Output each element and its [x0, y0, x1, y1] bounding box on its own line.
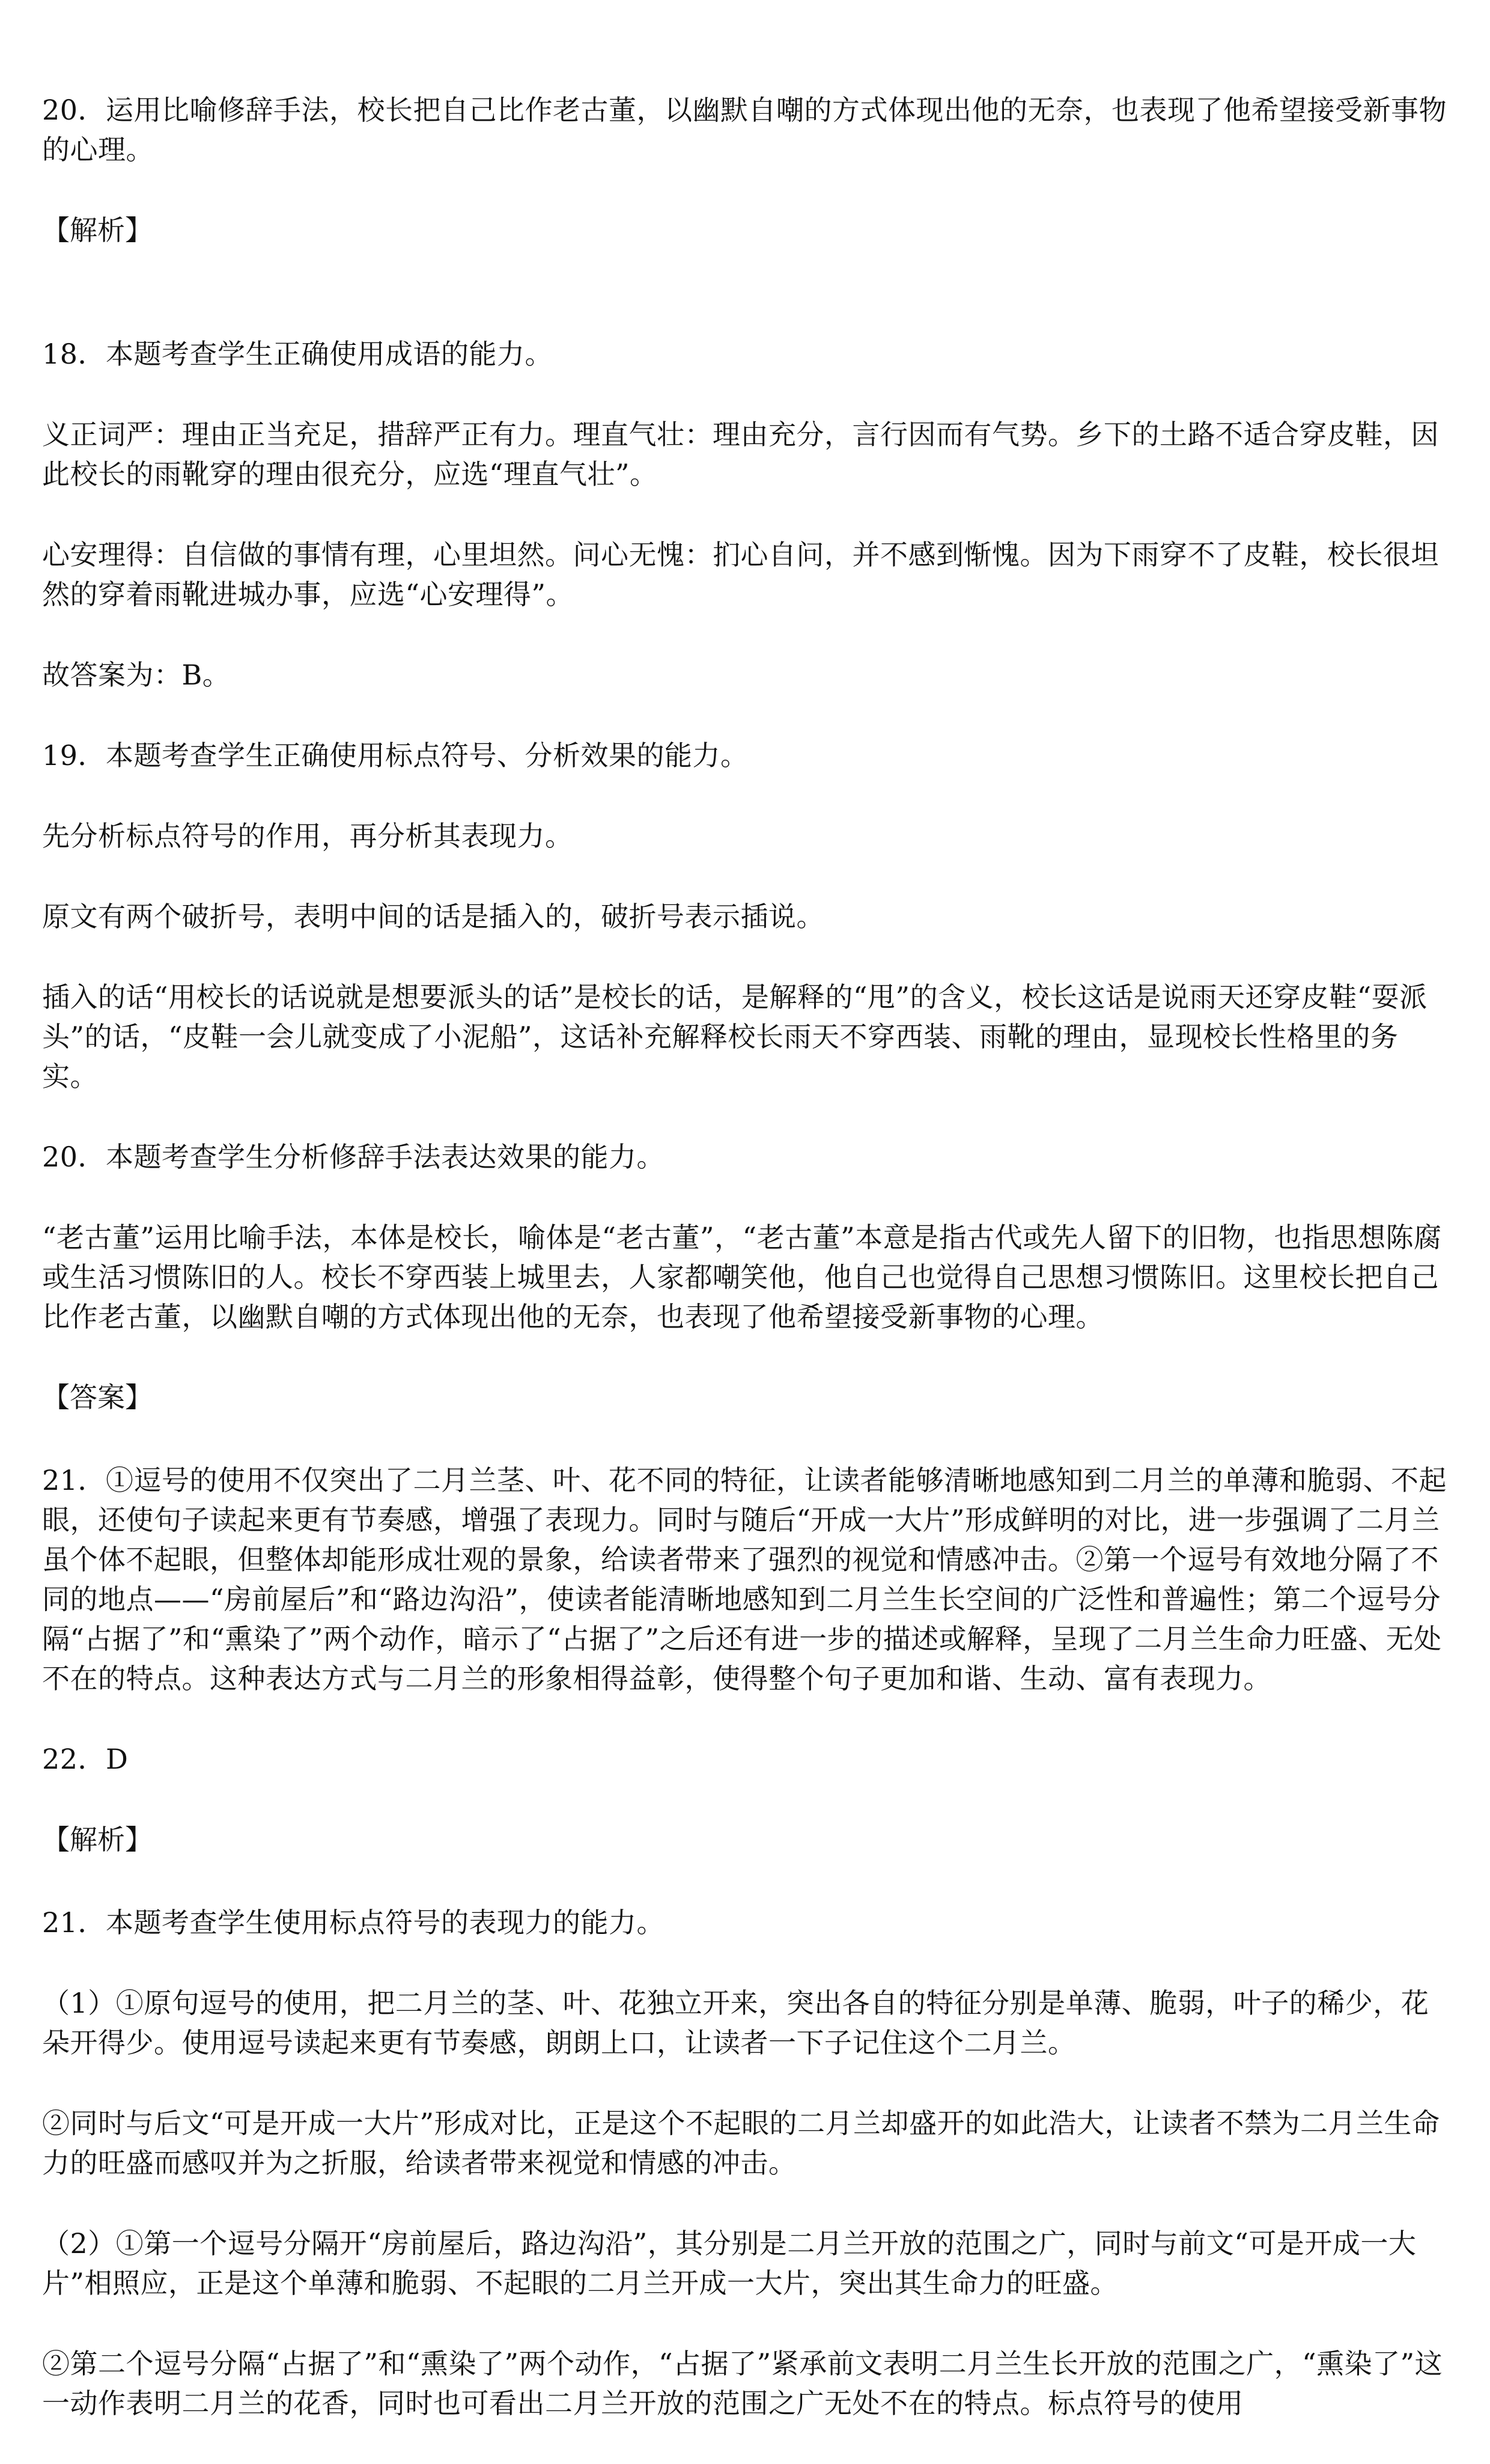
analysis-18-idiom-1: 义正词严：理由正当充足，措辞严正有力。理直气壮：理由充分，言行因而有气势。乡下的土路不适合穿皮鞋，因此校长的雨靴穿的理由很充分，应选“理直气壮”。 [42, 418, 1439, 490]
analysis-20-explanation: “老古董”运用比喻手法，本体是校长，喻体是“老古董”，“老古董”本意是指古代或先人留下的旧物，也指思想陈腐或生活习惯陈旧的人。校长不穿西装上城里去，人家都嘲笑他，他自己也觉得自己思想习惯陈旧。这里校长把自己比作老古董，以幽默自嘲的方式体现出他的无奈，也表现了他希望接受新事物的心理。 [42, 1221, 1442, 1333]
answer-heading: 【答案】 [42, 1381, 153, 1413]
analysis-21-part1-b: ②同时与后文“可是开成一大片”形成对比，正是这个不起眼的二月兰却盛开的如此浩大，让读者不禁为二月兰生命力的旺盛而感叹并为之折服，给读者带来视觉和情感的冲击。 [42, 2107, 1440, 2179]
answer-21-paragraph: 21．①逗号的使用不仅突出了二月兰茎、叶、花不同的特征，让读者能够清晰地感知到二月兰的单薄和脆弱、不起眼，还使句子读起来更有节奏感，增强了表现力。同时与随后“开成一大片”形成鲜明的对比，进一步强调了二月兰虽个体不起眼，但整体却能形成壮观的景象，给读者带来了强烈的视觉和情感冲击。②第一个逗号有效地分隔了不同的地点——“房前屋后”和“路边沟沿”，使读者能清晰地感知到二月兰生长空间的广泛性和普遍性；第二个逗号分隔“占据了”和“熏染了”两个动作，暗示了“占据了”之后还有进一步的描述或解释，呈现了二月兰生命力旺盛、无处不在的特点。这种表达方式与二月兰的形象相得益彰，使得整个句子更加和谐、生动、富有表现力。 [42, 1464, 1447, 1695]
analysis-19-method: 先分析标点符号的作用，再分析其表现力。 [42, 820, 573, 852]
analysis-21-part1-a: （1）①原句逗号的使用，把二月兰的茎、叶、花独立开来，突出各自的特征分别是单薄、脆弱，叶子的稀少，花朵开得少。使用逗号读起来更有节奏感，朗朗上口，让读者一下子记住这个二月兰。 [42, 1987, 1429, 2059]
analysis-heading: 【解析】 [42, 214, 153, 246]
analysis-heading-2: 【解析】 [42, 1823, 153, 1856]
document-page [42, 90, 1448, 2464]
answer-22: 22．D [42, 1743, 129, 1775]
answer-20-paragraph: 20．运用比喻修辞手法，校长把自己比作老古董，以幽默自嘲的方式体现出他的无奈，也表现了他希望接受新事物的心理。 [42, 94, 1447, 166]
analysis-19-explanation: 插入的话“用校长的话说就是想要派头的话”是校长的话，是解释的“甩”的含义，校长这话是说雨天还穿皮鞋“耍派头”的话，“皮鞋一会儿就变成了小泥船”，这话补充解释校长雨天不穿西装、雨靴的理由，显现校长性格里的务实。 [42, 981, 1428, 1093]
analysis-20-title: 20．本题考查学生分析修辞手法表达效果的能力。 [42, 1141, 665, 1173]
analysis-21-title: 21．本题考查学生使用标点符号的表现力的能力。 [42, 1906, 665, 1939]
analysis-19-dash: 原文有两个破折号，表明中间的话是插入的，破折号表示插说。 [42, 900, 824, 933]
analysis-18-idiom-2: 心安理得：自信做的事情有理，心里坦然。问心无愧：扪心自问，并不感到惭愧。因为下雨穿不了皮鞋，校长很坦然的穿着雨靴进城办事，应选“心安理得”。 [42, 538, 1439, 611]
analysis-18-answer: 故答案为：B。 [42, 659, 231, 691]
analysis-21-part2-b: ②第二个逗号分隔“占据了”和“熏染了”两个动作，“占据了”紧承前文表明二月兰生长开放的范围之广，“熏染了”这一动作表明二月兰的花香，同时也可看出二月兰开放的范围之广无处不在的特点。标点符号的使用 [42, 2347, 1443, 2420]
analysis-21-part2-a: （2）①第一个逗号分隔开“房前屋后，路边沟沿”，其分别是二月兰开放的范围之广，同时与前文“可是开成一大片”相照应，正是这个单薄和脆弱、不起眼的二月兰开成一大片，突出其生命力的旺盛。 [42, 2227, 1417, 2299]
analysis-18-title: 18．本题考查学生正确使用成语的能力。 [42, 338, 553, 370]
analysis-19-title: 19．本题考查学生正确使用标点符号、分析效果的能力。 [42, 739, 749, 772]
